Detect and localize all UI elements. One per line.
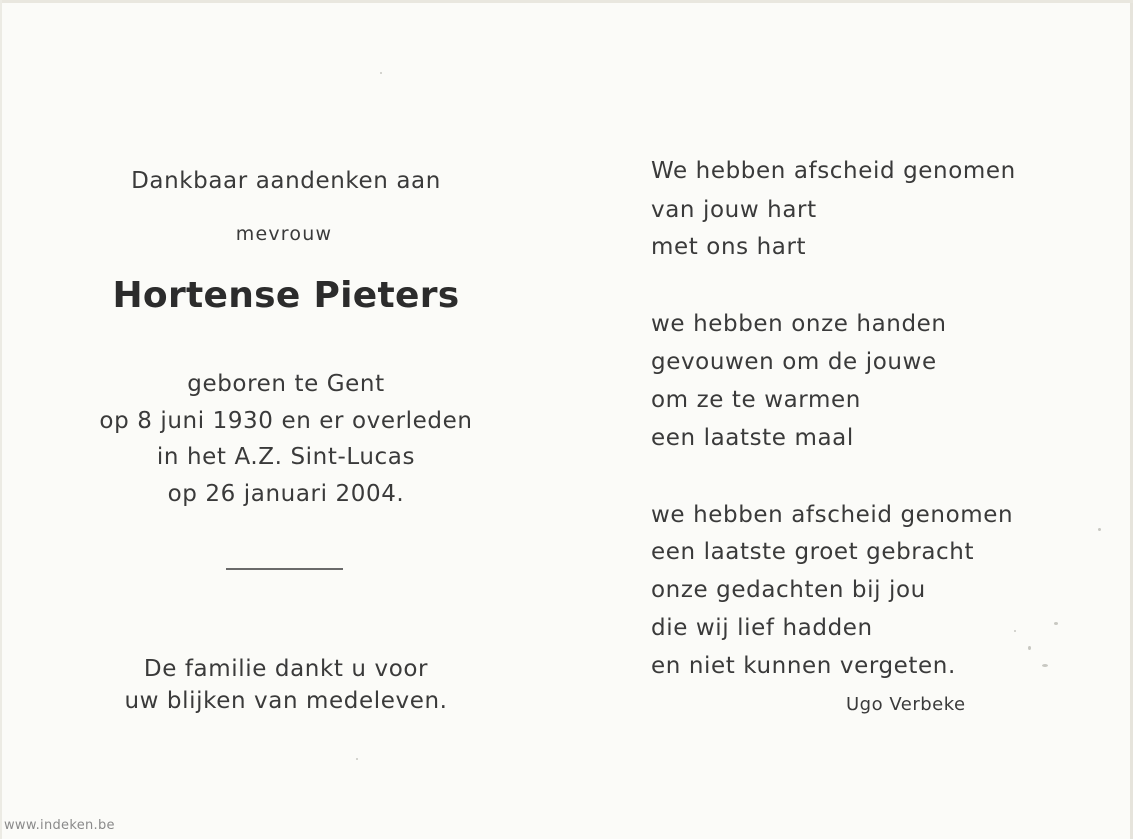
deceased-name: Hortense Pieters <box>112 275 460 316</box>
poem-line: gevouwen om de jouwe <box>651 349 937 375</box>
paper-speck <box>380 72 382 74</box>
thanks-line-2: uw blijken van medeleven. <box>124 688 448 714</box>
birth-place-text: geboren te Gent <box>187 371 385 397</box>
card-edge-top <box>0 0 1133 3</box>
poem-line: met ons hart <box>651 234 807 260</box>
paper-speck <box>1042 664 1048 667</box>
death-date-text: op 26 januari 2004. <box>167 481 405 507</box>
poem-line: onze gedachten bij jou <box>651 577 926 603</box>
paper-speck <box>1054 622 1058 625</box>
poem-line: We hebben afscheid genomen <box>651 158 1016 184</box>
birth-death-text: op 8 juni 1930 en er overleden <box>99 408 473 434</box>
paper-speck <box>356 758 358 760</box>
salutation-text: mevrouw <box>235 223 333 245</box>
paper-speck <box>1098 528 1101 531</box>
site-watermark: www.indeken.be <box>4 818 115 833</box>
poem-line: een laatste maal <box>651 425 854 451</box>
divider-line <box>226 568 343 570</box>
poem-author: Ugo Verbeke <box>846 694 966 715</box>
poem-line: die wij lief hadden <box>651 615 873 641</box>
poem-line: een laatste groet gebracht <box>651 539 975 565</box>
poem-line: van jouw hart <box>651 197 817 223</box>
poem-line: we hebben afscheid genomen <box>651 502 1014 528</box>
poem-line: we hebben onze handen <box>651 311 947 337</box>
paper-speck <box>1028 646 1031 650</box>
intro-text: Dankbaar aandenken aan <box>131 168 441 194</box>
death-place-text: in het A.Z. Sint-Lucas <box>156 444 416 470</box>
thanks-line-1: De familie dankt u voor <box>143 656 429 682</box>
poem-line: om ze te warmen <box>651 387 861 413</box>
poem-line: en niet kunnen vergeten. <box>651 653 956 679</box>
paper-speck <box>1014 630 1016 632</box>
